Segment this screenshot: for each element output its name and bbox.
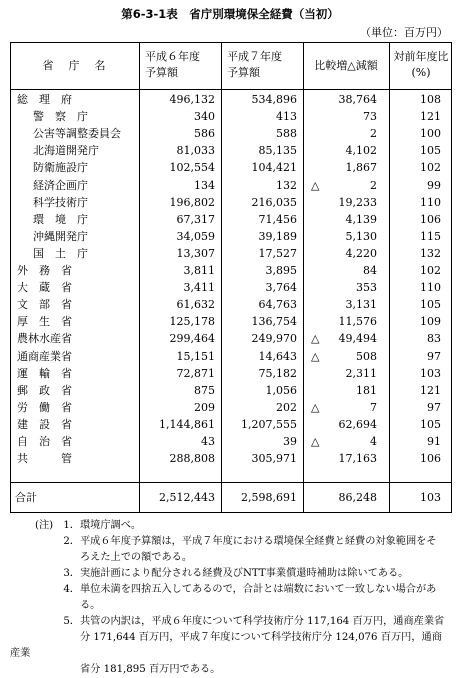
table-row <box>11 245 451 262</box>
agency-name: 自 治 省 <box>17 435 72 448</box>
fy7-budget: 132 <box>276 178 297 192</box>
table-row <box>11 262 451 279</box>
yoy-ratio: 110 <box>420 281 441 295</box>
diff-amount: 7 <box>370 400 377 414</box>
fy7-budget: 202 <box>276 400 297 414</box>
fy7-budget: 216,035 <box>251 195 297 209</box>
footnote-line <box>10 566 452 582</box>
diff-amount: 38,764 <box>338 93 377 106</box>
table-row <box>11 228 451 245</box>
yoy-ratio: 105 <box>420 298 441 312</box>
footnote-text: ろえた上での額である。 <box>80 552 193 563</box>
fy7-budget: 305,971 <box>251 452 297 466</box>
agency-name: 環 境 庁 <box>33 212 88 226</box>
fy7-budget: 1,056 <box>265 383 297 397</box>
fy6-budget: 34,059 <box>176 229 215 243</box>
header-fy6 <box>145 43 221 89</box>
fy6-budget: 586 <box>194 127 215 141</box>
diff-amount: 62,694 <box>338 417 377 431</box>
fy6-budget: 102,554 <box>169 161 215 175</box>
agency-name: 通商産業省 <box>17 349 72 363</box>
footnote-line <box>10 630 452 662</box>
footnote-text: 環境庁調べ。 <box>80 520 142 531</box>
agency-name: 国 土 庁 <box>33 246 88 260</box>
table-row <box>11 177 451 194</box>
diff-amount: 19,233 <box>338 195 377 209</box>
diff-amount: 4,139 <box>345 212 377 226</box>
table-row <box>11 330 451 347</box>
fy6-budget: 134 <box>194 178 215 192</box>
diff-amount: 4 <box>370 435 377 448</box>
footnote-text: 分 171,644 百万円，平成７年度について科学技術庁分 124,076 百万円，通商産業 <box>10 632 442 659</box>
fy7-budget: 17,527 <box>258 246 297 260</box>
footnote-number: 4． <box>63 584 80 595</box>
fy6-budget: 125,178 <box>169 315 215 329</box>
yoy-ratio: 99 <box>427 178 441 192</box>
footnote-text: 共管の内訳は，平成６年度について科学技術庁分 117,164 百万円，通商産業省 <box>80 616 445 627</box>
total-row <box>11 482 451 513</box>
agency-name: 北海道開発庁 <box>33 144 99 158</box>
diff-amount: 4,220 <box>345 246 377 260</box>
fy7-budget: 14,643 <box>258 349 297 363</box>
fy6-budget: 196,802 <box>169 195 215 209</box>
yoy-ratio: 106 <box>420 452 441 466</box>
diff-amount: 4,102 <box>345 144 377 158</box>
footnote-line <box>10 598 452 614</box>
decrease-mark: △ <box>311 435 320 448</box>
header-fy6-line2: 予算額 <box>145 66 178 79</box>
agency-name: 運 輸 省 <box>17 366 72 380</box>
footnote-line <box>10 582 452 598</box>
yoy-ratio: 83 <box>427 332 441 346</box>
agency-name: 防衛施設庁 <box>33 161 88 175</box>
agency-name: 公害等調整委員会 <box>33 127 121 141</box>
fy7-budget: 1,207,555 <box>241 417 297 431</box>
header-ratio-line1: 対前年度比 <box>393 50 449 63</box>
diff-amount: 73 <box>363 110 377 124</box>
diff-amount: 508 <box>356 349 377 363</box>
fy7-budget: 249,970 <box>251 332 297 346</box>
agency-name: 総 理 府 <box>17 93 72 106</box>
yoy-ratio: 106 <box>420 212 441 226</box>
unit-label: （単位：百万円） <box>360 26 448 39</box>
fy6-budget: 72,871 <box>176 366 215 380</box>
yoy-ratio: 109 <box>420 315 441 329</box>
table-row <box>11 365 451 382</box>
yoy-ratio: 91 <box>427 435 441 448</box>
fy6-budget: 288,808 <box>169 452 215 466</box>
table-row <box>11 382 451 399</box>
agency-name: 経済企画庁 <box>33 178 88 192</box>
fy7-budget: 588 <box>276 127 297 141</box>
diff-amount: 1,867 <box>345 161 377 175</box>
header-ratio-line2: (%) <box>411 66 431 79</box>
fy7-budget: 104,421 <box>251 161 297 175</box>
footnote-line <box>10 534 452 550</box>
footnote-line <box>10 662 452 678</box>
decrease-mark: △ <box>311 332 320 346</box>
diff-amount: 17,163 <box>338 452 377 466</box>
fy6-budget: 81,033 <box>176 144 215 158</box>
agency-name: 大 蔵 省 <box>17 281 72 295</box>
header-fy6-line1: 平成６年度 <box>145 50 200 63</box>
table-row <box>11 125 451 142</box>
footnote-text: 単位未満を四捨五入してあるので，合計とは端数において一致しない場合があ <box>80 584 437 595</box>
fy7-budget: 75,182 <box>258 366 297 380</box>
agency-name: 科学技術庁 <box>33 195 88 209</box>
yoy-ratio: 132 <box>420 246 441 260</box>
yoy-ratio: 121 <box>420 383 441 397</box>
footnote-text: る。 <box>80 600 101 611</box>
diff-amount: 2 <box>370 178 377 192</box>
diff-amount: 181 <box>356 383 377 397</box>
agency-name: 労 働 省 <box>17 400 72 414</box>
table-row <box>11 348 451 365</box>
diff-amount: 5,130 <box>345 229 377 243</box>
table-row <box>11 433 451 450</box>
total-fy7: 2,598,691 <box>241 491 297 504</box>
diff-amount: 2 <box>370 127 377 141</box>
footnote-line <box>10 550 452 566</box>
agency-name: 外 務 省 <box>17 264 72 277</box>
diff-amount: 353 <box>356 281 377 295</box>
footnote-line <box>10 614 452 630</box>
yoy-ratio: 110 <box>420 195 441 209</box>
table-row <box>11 399 451 416</box>
agency-name: 厚 生 省 <box>17 315 72 329</box>
agency-name: 建 設 省 <box>17 417 72 431</box>
fy6-budget: 496,132 <box>169 93 215 106</box>
table-body <box>11 89 451 482</box>
fy6-budget: 3,411 <box>183 281 215 295</box>
diff-amount: 11,576 <box>338 315 377 329</box>
fy6-budget: 15,151 <box>176 349 215 363</box>
diff-amount: 49,494 <box>338 332 377 346</box>
header-fy7-line2: 予算額 <box>227 66 260 79</box>
fy7-budget: 3,895 <box>265 264 297 277</box>
yoy-ratio: 108 <box>420 93 441 106</box>
table-row <box>11 313 451 330</box>
fy6-budget: 875 <box>194 383 215 397</box>
table-row <box>11 91 451 108</box>
total-diff: 86,248 <box>338 491 377 504</box>
header-agency: 省 庁 名 <box>42 59 108 72</box>
agency-name: 郵 政 省 <box>17 383 72 397</box>
yoy-ratio: 97 <box>427 400 441 414</box>
table-row <box>11 142 451 159</box>
yoy-ratio: 105 <box>420 417 441 431</box>
fy7-budget: 64,763 <box>258 298 297 312</box>
total-fy6: 2,512,443 <box>159 491 215 504</box>
fy7-budget: 413 <box>276 110 297 124</box>
diff-amount: 84 <box>363 264 377 277</box>
yoy-ratio: 102 <box>420 161 441 175</box>
agency-name: 沖縄開発庁 <box>33 229 88 243</box>
table-row <box>11 194 451 211</box>
yoy-ratio: 100 <box>420 127 441 141</box>
fy7-budget: 85,135 <box>258 144 297 158</box>
footnote-text: 実施計画により配分される経費及びNTT事業償還時補助は除いてある。 <box>80 568 409 579</box>
table-row <box>11 211 451 228</box>
fy7-budget: 39,189 <box>258 229 297 243</box>
header-fy7-line1: 平成７年度 <box>227 50 282 63</box>
yoy-ratio: 103 <box>420 366 441 380</box>
fy6-budget: 3,811 <box>183 264 215 277</box>
table-row <box>11 159 451 176</box>
table-row <box>11 416 451 433</box>
budget-table <box>10 42 452 513</box>
agency-name: 文 部 省 <box>17 298 72 312</box>
footnote-text: 省分 181,895 百万円である。 <box>80 664 221 675</box>
fy6-budget: 209 <box>194 400 215 414</box>
yoy-ratio: 115 <box>420 229 441 243</box>
fy6-budget: 61,632 <box>176 298 215 312</box>
total-ratio: 103 <box>420 491 441 504</box>
decrease-mark: △ <box>311 178 320 192</box>
footnote-text: 平成６年度予算額は，平成７年度における環境保全経費と経費の対象範囲をそ <box>80 536 437 547</box>
header-fy7 <box>227 43 303 89</box>
fy6-budget: 67,317 <box>176 212 215 226</box>
total-label: 合計 <box>15 491 37 504</box>
header-ratio <box>389 43 453 89</box>
yoy-ratio: 121 <box>420 110 441 124</box>
fy7-budget: 136,754 <box>251 315 297 329</box>
footnotes <box>10 518 452 678</box>
agency-name: 農林水産省 <box>17 332 72 346</box>
table-row <box>11 296 451 313</box>
fy7-budget: 39 <box>283 435 297 448</box>
footnote-number: 2． <box>63 536 80 547</box>
diff-amount: 2,311 <box>345 366 377 380</box>
agency-name: 警 察 庁 <box>33 110 88 124</box>
footnote-number: (注) 1． <box>35 520 80 531</box>
diff-amount: 3,131 <box>345 298 377 312</box>
fy6-budget: 1,144,861 <box>159 417 215 431</box>
table-title: 第6-3-1表 省庁別環境保全経費（当初） <box>121 7 339 21</box>
table-header <box>11 43 451 90</box>
fy6-budget: 340 <box>194 110 215 124</box>
footnote-line <box>10 518 452 534</box>
decrease-mark: △ <box>311 349 320 363</box>
footnote-number: 3． <box>63 568 80 579</box>
fy6-budget: 299,464 <box>169 332 215 346</box>
table-row <box>11 450 451 467</box>
header-diff: 比較増△減額 <box>314 59 378 72</box>
yoy-ratio: 97 <box>427 349 441 363</box>
fy6-budget: 43 <box>201 435 215 448</box>
fy6-budget: 13,307 <box>176 246 215 260</box>
table-row <box>11 108 451 125</box>
yoy-ratio: 105 <box>420 144 441 158</box>
fy7-budget: 71,456 <box>258 212 297 226</box>
yoy-ratio: 102 <box>420 264 441 277</box>
footnote-number: 5． <box>63 616 80 627</box>
agency-name: 共 管 <box>17 452 72 466</box>
decrease-mark: △ <box>311 400 320 414</box>
table-row <box>11 279 451 296</box>
fy7-budget: 3,764 <box>265 281 297 295</box>
fy7-budget: 534,896 <box>251 93 297 106</box>
